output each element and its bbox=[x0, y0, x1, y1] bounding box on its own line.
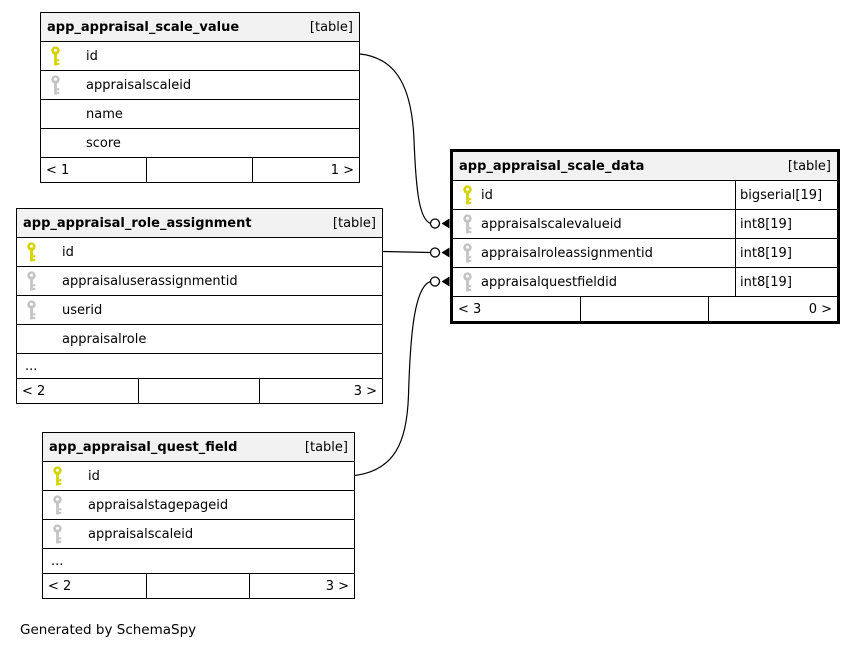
relationship-line bbox=[360, 54, 431, 224]
foreign-key-icon bbox=[26, 300, 40, 320]
entity-app-appraisal-scale-value[interactable] bbox=[40, 12, 360, 183]
column-row bbox=[41, 70, 359, 99]
entity-app-appraisal-role-assignment[interactable] bbox=[16, 208, 383, 404]
ellipsis-label: ... bbox=[25, 358, 38, 374]
foreign-key-icon bbox=[52, 495, 66, 515]
foreign-key-icon bbox=[462, 243, 476, 263]
table-header[interactable] bbox=[43, 433, 354, 461]
generated-by-credit: Generated by SchemaSpy bbox=[20, 622, 197, 638]
column-name: appraisalscalevalueid bbox=[481, 216, 622, 232]
footer-spacer bbox=[147, 158, 253, 182]
table-name: app_appraisal_scale_value bbox=[47, 19, 240, 35]
column-row bbox=[41, 99, 359, 128]
footer-spacer bbox=[581, 297, 708, 321]
primary-key-icon bbox=[52, 466, 66, 486]
footer-spacer bbox=[139, 379, 260, 403]
entity-app-appraisal-quest-field[interactable] bbox=[42, 432, 355, 599]
foreign-key-icon bbox=[52, 524, 66, 544]
relationship-line bbox=[383, 252, 431, 253]
children-count: 0 > bbox=[808, 301, 832, 317]
foreign-key-icon bbox=[462, 272, 476, 292]
relationship-arrowhead bbox=[442, 248, 450, 258]
column-name: appraisalroleassignmentid bbox=[481, 245, 653, 261]
column-name: appraisalscaleid bbox=[88, 526, 194, 542]
primary-key-icon bbox=[462, 185, 476, 205]
column-name: id bbox=[88, 468, 100, 484]
column-row bbox=[17, 295, 382, 324]
column-name: score bbox=[86, 135, 121, 151]
column-type: int8[19] bbox=[735, 210, 837, 238]
table-badge: [table] bbox=[304, 439, 348, 455]
relationship-circle-endpoint bbox=[431, 248, 440, 257]
primary-key-icon bbox=[26, 242, 40, 262]
relationship-circle-endpoint bbox=[431, 277, 440, 286]
table-header[interactable] bbox=[41, 13, 359, 41]
foreign-key-icon bbox=[462, 214, 476, 234]
parents-count: < 2 bbox=[43, 574, 147, 598]
table-footer bbox=[17, 378, 382, 403]
footer-spacer bbox=[147, 574, 250, 598]
column-type: int8[19] bbox=[735, 268, 837, 296]
children-count: 1 > bbox=[330, 162, 354, 178]
foreign-key-icon bbox=[26, 271, 40, 291]
table-badge: [table] bbox=[332, 215, 376, 231]
table-footer bbox=[453, 296, 837, 321]
column-row bbox=[43, 490, 354, 519]
table-header[interactable] bbox=[453, 152, 837, 180]
column-name: userid bbox=[62, 302, 103, 318]
children-count: 3 > bbox=[353, 383, 377, 399]
column-name: id bbox=[481, 187, 493, 203]
column-name: name bbox=[86, 106, 123, 122]
column-row bbox=[453, 238, 837, 267]
primary-key-icon bbox=[50, 46, 64, 66]
column-name: appraisalrole bbox=[62, 331, 147, 347]
parents-count: < 3 bbox=[453, 297, 581, 321]
column-name: appraisalquestfieldid bbox=[481, 274, 618, 290]
relationship-circle-endpoint bbox=[431, 219, 440, 228]
table-footer bbox=[43, 573, 354, 598]
column-row bbox=[41, 128, 359, 157]
relationship-arrowhead bbox=[442, 219, 450, 229]
column-row bbox=[17, 324, 382, 353]
column-name: id bbox=[86, 48, 98, 64]
column-row bbox=[17, 266, 382, 295]
relationship-arrowhead bbox=[442, 277, 450, 287]
column-row bbox=[41, 41, 359, 70]
column-row bbox=[453, 209, 837, 238]
table-footer bbox=[41, 157, 359, 182]
table-name: app_appraisal_role_assignment bbox=[23, 215, 252, 231]
table-header[interactable] bbox=[17, 209, 382, 237]
column-name: id bbox=[62, 244, 74, 260]
column-type: int8[19] bbox=[735, 239, 837, 267]
table-name: app_appraisal_scale_data bbox=[459, 158, 645, 174]
column-row bbox=[43, 461, 354, 490]
column-name: appraisalstagepageid bbox=[88, 497, 229, 513]
column-name: appraisalscaleid bbox=[86, 77, 192, 93]
column-row bbox=[453, 267, 837, 296]
more-columns-row bbox=[17, 353, 382, 378]
foreign-key-icon bbox=[50, 75, 64, 95]
column-name: appraisaluserassignmentid bbox=[62, 273, 238, 289]
column-type: bigserial[19] bbox=[735, 181, 837, 209]
table-badge: [table] bbox=[787, 158, 831, 174]
parents-count: < 2 bbox=[17, 379, 139, 403]
children-count: 3 > bbox=[325, 578, 349, 594]
entity-app-appraisal-scale-data[interactable] bbox=[450, 149, 840, 324]
table-name: app_appraisal_quest_field bbox=[49, 439, 238, 455]
ellipsis-label: ... bbox=[51, 553, 64, 569]
parents-count: < 1 bbox=[41, 158, 147, 182]
table-badge: [table] bbox=[309, 19, 353, 35]
column-row bbox=[453, 180, 837, 209]
column-row bbox=[17, 237, 382, 266]
more-columns-row bbox=[43, 548, 354, 573]
column-row bbox=[43, 519, 354, 548]
